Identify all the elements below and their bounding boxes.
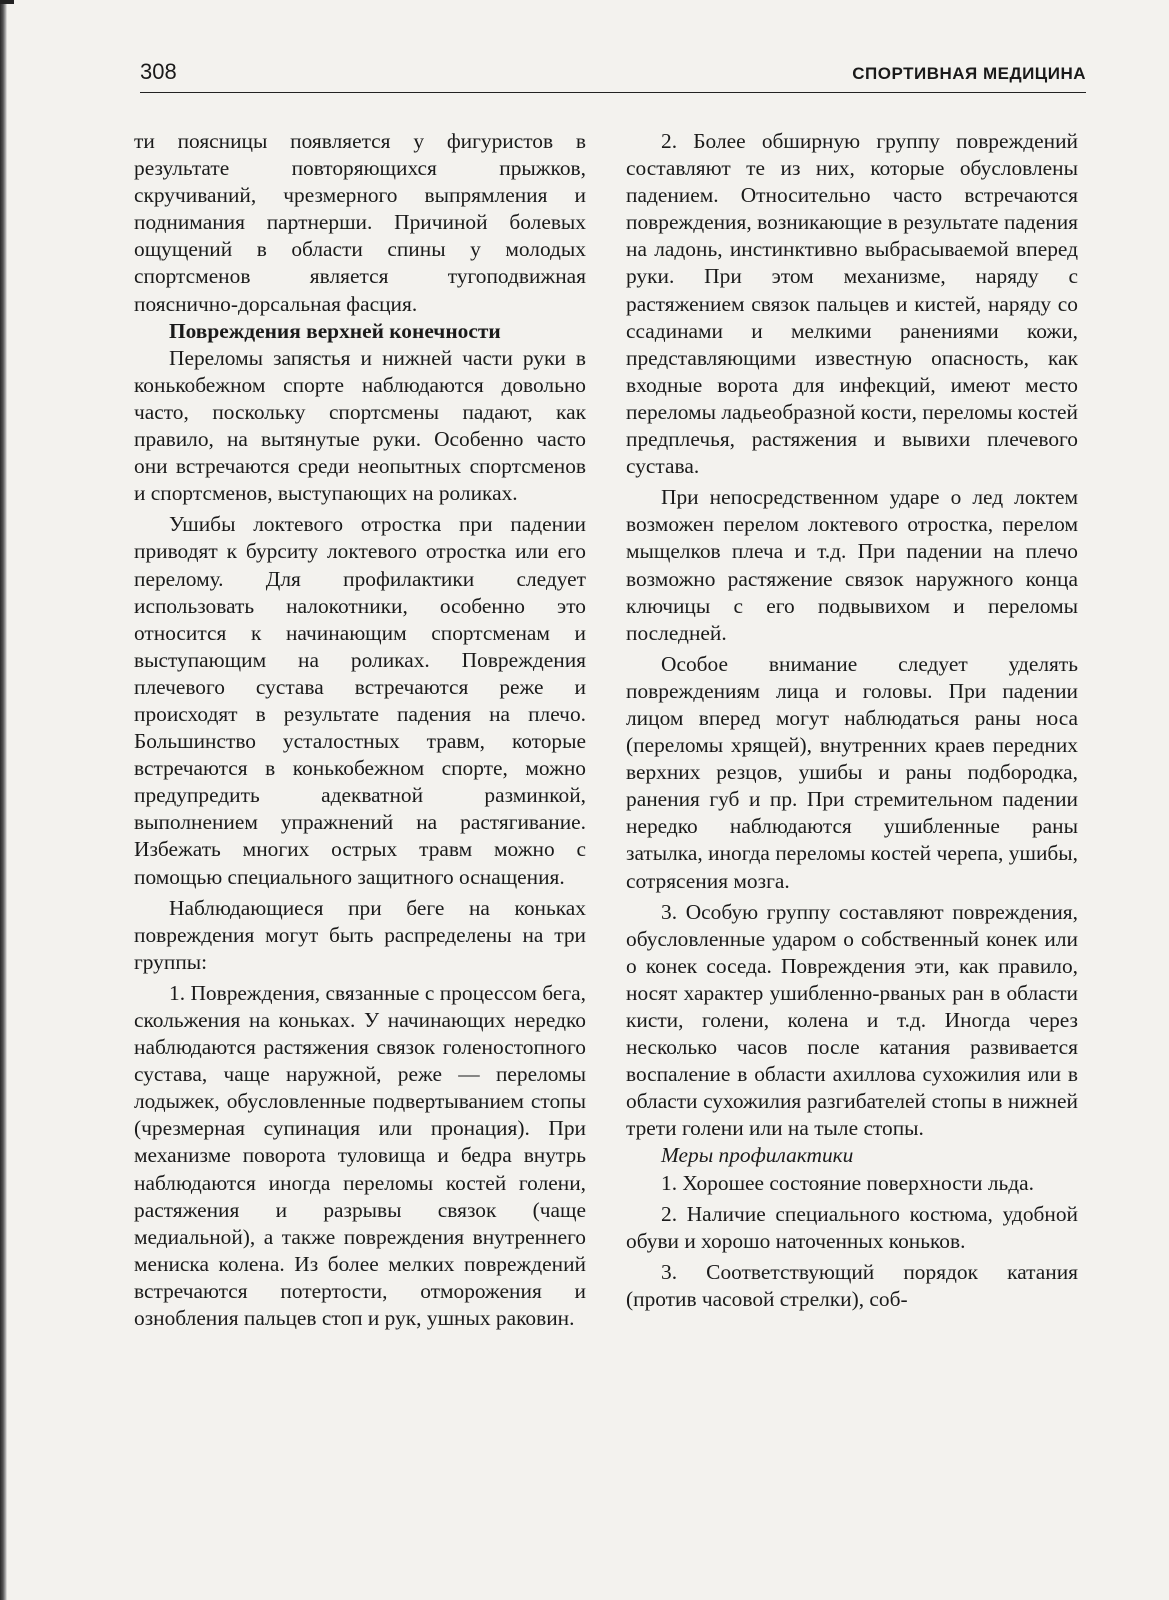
list-item: 2. Наличие специального костюма, удобной обуви и хорошо наточенных коньков. — [626, 1201, 1078, 1253]
right-column — [626, 128, 1078, 1313]
section-heading: Повреждения верхней конечности — [169, 318, 501, 343]
paragraph: Наблюдающиеся при беге на коньках повреждения могут быть распределены на три группы: — [134, 895, 586, 974]
list-item: 1. Хорошее состояние поверхности льда. — [661, 1170, 1034, 1195]
paragraph: Ушибы локтевого отростка при падении приводят к бурситу локтевого отростка или его перелому. Для профилактики следует использовать налокотники, особенно это относится к начинающим спортсменам и выступающим на роликах. Повреждения плечевого сустава встречаются реже и происходят в результате падения на плечо. Большинство усталостных травм, которые встречаются в конькобежном спорте, можно предупредить адекватной разминкой, выполнением упражнений на растягивание. Избежать многих острых травм можно с помощью специального защитного оснащения. — [134, 512, 586, 889]
paragraph: ти поясницы появляется у фигуристов в результате повторяющихся прыжков, скручиваний, чрезмерного выпрямления и поднимания партнерши. Причиной болевых ощущений в области спины у молодых спортсменов является тугоподвижная пояснично-дорсальная фасция. — [134, 129, 586, 316]
list-item: 2. Более обширную группу повреждений составляют те из них, которые обусловлены падением. Относительно часто встречаются повреждения, возникающие в результате падения на ладонь, инстинктивно выбрасываемой вперед руки. При этом механизме, наряду с растяжением связок пальцев и кистей, наряду со ссадинами и мелкими ранениями кожи, представляющими известную опасность, как входные ворота для инфекций, имеют место переломы ладьеобразной кости, переломы костей предплечья, растяжения и вывихи плечевого сустава. — [626, 129, 1078, 479]
page-binding-corner — [0, 0, 14, 4]
running-head: СПОРТИВНАЯ МЕДИЦИНА — [852, 64, 1086, 83]
list-item: 1. Повреждения, связанные с процессом бега, скольжения на коньках. У начинающих нередко наблюдаются растяжения связок голеностопного сустава, чаще наружной, реже — переломы лодыжек, обусловленные подвертыванием стопы (чрезмерная супинация или пронация). При механизме поворота туловища и бедра внутрь наблюдаются иногда переломы костей голени, растяжения и разрывы связок (чаще медиальной), а также повреждения внутреннего мениска колена. Из более мелких повреждений встречаются потертости, отморожения и ознобления пальцев стоп и рук, ушных раковин. — [134, 980, 586, 1331]
list-item: 3. Особую группу составляют повреждения, обусловленные ударом о собственный конек или о конек соседа. Повреждения эти, как правило, носят характер ушибленно-рваных ран в области кисти, голени, колена и т.д. Иногда через несколько часов после катания развивается воспаление в области ахиллова сухожилия или в области сухожилия разгибателей стопы в нижней трети голени или на тыле стопы. — [626, 899, 1078, 1141]
paragraph: Особое внимание следует уделять повреждениям лица и головы. При падении лицом вперед могут наблюдаться раны носа (переломы хрящей), внутренних краев передних верхних резцов, ушибы и раны подбородка, ранения губ и пр. При стремительном падении нередко наблюдаются ушибленные раны затылка, иногда переломы костей черепа, ушибы, сотрясения мозга. — [626, 651, 1078, 893]
page-number: 308 — [140, 59, 177, 84]
page-header — [140, 58, 1086, 93]
left-column — [134, 128, 586, 1332]
paragraph: Переломы запястья и нижней части руки в конькобежном спорте наблюдаются довольно часто, поскольку спортсмены падают, как правило, на вытянутые руки. Особенно часто они встречаются среди неопытных спортсменов и спортсменов, выступающих на роликах. — [134, 345, 586, 506]
section-heading: Меры профилактики — [661, 1143, 854, 1168]
page-binding-edge — [0, 0, 7, 1600]
list-item: 3. Соответствующий порядок катания (против часовой стрелки), соб- — [626, 1259, 1078, 1311]
paragraph: При непосредственном ударе о лед локтем возможен перелом локтевого отростка, перелом мыщелков плеча и т.д. При падении на плечо возможно растяжение связок наружного конца ключицы с его подвывихом и переломы последней. — [626, 485, 1078, 645]
